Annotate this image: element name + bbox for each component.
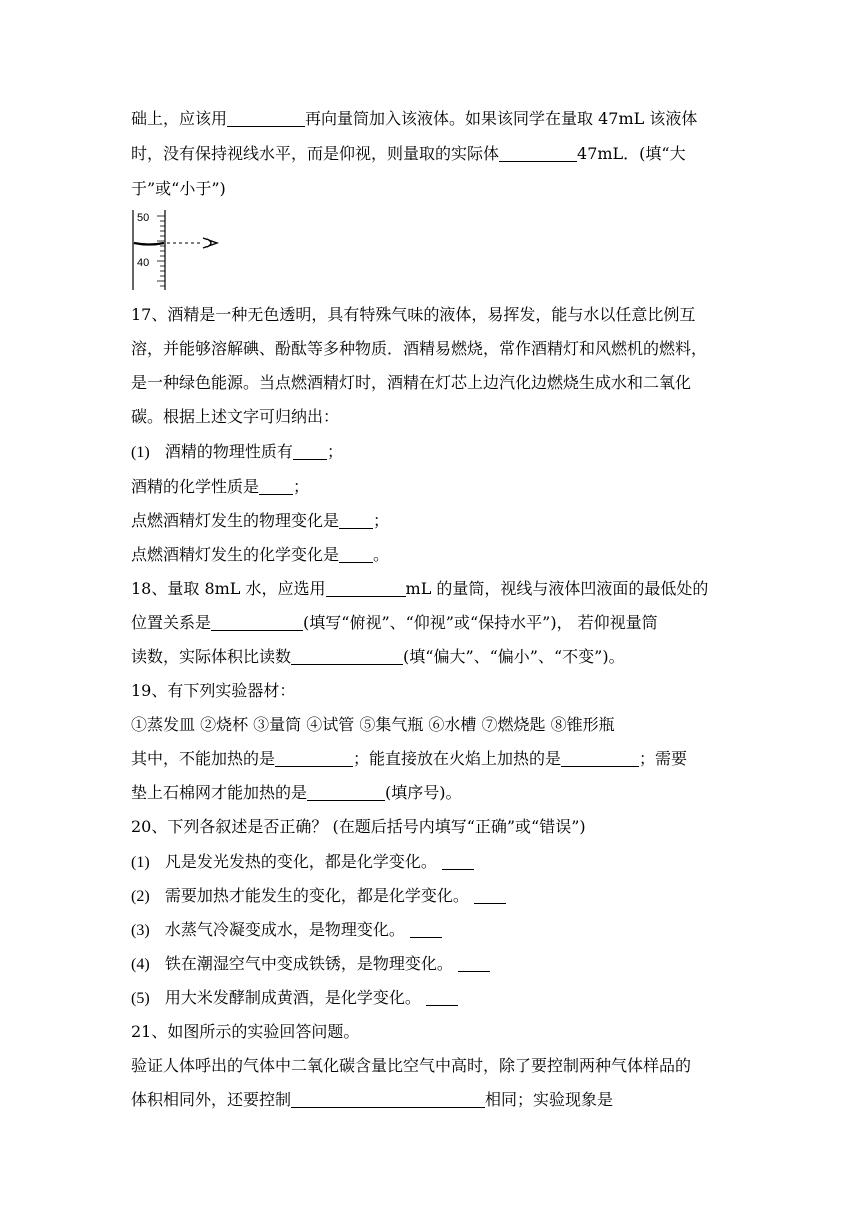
q17-item-2 (131, 476, 731, 498)
q17-item-1 (131, 441, 731, 464)
item-text: 凡是发光发热的变化，都是化学变化。 (164, 852, 437, 871)
q16-line-3: 于”或“小于”) (131, 179, 226, 198)
tick-label-40: 40 (137, 257, 150, 269)
item-number: (5) (131, 990, 150, 1007)
q17-line-4: 碳。根据上述文字可归纳出： (131, 407, 340, 426)
q16-line2-text-b: 47mL．(填“大 (577, 144, 686, 163)
q17-item-3 (131, 510, 731, 532)
q18-text-a: 18、量取 8mL 水，应选用 (131, 579, 326, 598)
q21-line-1: 21、如图所示的实验回答问题。 (131, 1022, 360, 1041)
answer-blank[interactable] (291, 1091, 485, 1108)
graduated-cylinder-figure (131, 208, 231, 292)
item-text: 酒精的物理性质有 (164, 442, 293, 461)
q19-text-a: 其中，不能加热的是 (131, 749, 276, 768)
q20-item-4 (131, 953, 731, 976)
item-punct: ； (373, 511, 390, 530)
answer-blank[interactable] (227, 110, 305, 127)
q20-line-1: 20、下列各叙述是否正确？ (在题后括号内填写“正确”或“错误”) (131, 817, 586, 836)
q18-text-b: (填写“俯视”、“仰视”或“保持水平”)， 若仰视量筒 (303, 613, 658, 632)
answer-blank[interactable] (291, 648, 403, 665)
q19-text-a: 垫上石棉网才能加热的是 (131, 783, 308, 802)
q21-line-2: 验证人体呼出的气体中二氧化碳含量比空气中高时，除了要控制两种气体样品的 (131, 1056, 692, 1075)
item-number: (1) (131, 444, 150, 461)
q17-line-3: 是一种绿色能源。当点燃酒精灯时，酒精在灯芯上边汽化边燃烧生成水和二氧化 (131, 373, 692, 392)
item-text: 点燃酒精灯发生的物理变化是 (131, 511, 340, 530)
answer-blank[interactable] (275, 750, 353, 767)
item-number: (2) (131, 888, 150, 905)
answer-blank[interactable] (426, 989, 458, 1006)
answer-blank[interactable] (293, 443, 327, 460)
q18-line-1 (131, 578, 731, 600)
answer-blank[interactable] (410, 921, 442, 938)
q16-line1-text-b: 再向量筒加入该液体。如果该同学在量取 47mL 该液体 (305, 109, 698, 128)
item-text: 点燃酒精灯发生的化学变化是 (131, 545, 340, 564)
q20-item-3 (131, 919, 731, 942)
item-text: 铁在潮湿空气中变成铁锈，是物理变化。 (164, 954, 453, 973)
item-number: (1) (131, 854, 150, 871)
answer-blank[interactable] (259, 478, 293, 495)
answer-blank[interactable] (458, 955, 490, 972)
q16-line1-text-a: 础上，应该用 (131, 109, 228, 128)
q17-line-1: 17、酒精是一种无色透明，具有特殊气味的液体，易挥发，能与水以任意比例互 (131, 305, 696, 324)
q20-item-2 (131, 885, 731, 908)
q21-text-a: 体积相同外，还要控制 (131, 1090, 292, 1109)
q19-equipment-list: ①蒸发皿 ②烧杯 ③量筒 ④试管 ⑤集气瓶 ⑥水槽 ⑦燃烧匙 ⑧锥形瓶 (131, 715, 615, 734)
item-text: 需要加热才能发生的变化，都是化学变化。 (164, 886, 469, 905)
q18-text-b: mL 的量筒，视线与液体凹液面的最低处的 (405, 579, 709, 598)
q16-line2-text-a: 时，没有保持视线水平，而是仰视，则量取的实际体 (131, 144, 500, 163)
q17-line-2: 溶，并能够溶解碘、酚酞等多种物质．酒精易燃烧，常作酒精灯和风燃机的燃料， (131, 339, 708, 358)
answer-blank[interactable] (339, 512, 373, 529)
q20-item-1 (131, 851, 731, 874)
cylinder-eye-diagram (131, 208, 231, 292)
answer-blank[interactable] (474, 887, 506, 904)
q18-line-3 (131, 646, 731, 668)
q20-item-5 (131, 987, 731, 1010)
q21-text-b: 相同；实验现象是 (485, 1090, 614, 1109)
answer-blank[interactable] (499, 145, 577, 162)
answer-blank[interactable] (339, 546, 373, 563)
item-number: (4) (131, 956, 150, 973)
item-text: 酒精的化学性质是 (131, 477, 260, 496)
answer-blank[interactable] (442, 853, 474, 870)
q21-line-3 (131, 1089, 731, 1111)
item-number: (3) (131, 922, 150, 939)
q19-text-b: (填序号)。 (385, 783, 462, 802)
q18-text-a: 位置关系是 (131, 613, 212, 632)
eye-icon (203, 238, 217, 248)
item-text: 用大米发酵制成黄酒，是化学变化。 (164, 988, 421, 1007)
answer-blank[interactable] (561, 750, 639, 767)
tick-label-50: 50 (137, 212, 150, 224)
q18-text-a: 读数，实际体积比读数 (131, 647, 292, 666)
q18-line-2 (131, 612, 731, 634)
item-text: 水蒸气冷凝变成水，是物理变化。 (164, 920, 405, 939)
q17-item-4 (131, 544, 731, 566)
answer-blank[interactable] (326, 580, 406, 597)
answer-blank[interactable] (211, 614, 303, 631)
q19-line-1: 19、有下列实验器材： (131, 681, 296, 700)
item-punct: 。 (373, 545, 390, 564)
item-punct: ； (293, 477, 310, 496)
q18-text-b: (填“偏大”、“偏小”、“不变”)。 (403, 647, 625, 666)
q19-line-3 (131, 748, 731, 770)
answer-blank[interactable] (307, 784, 385, 801)
q16-line-2 (131, 143, 731, 165)
item-punct: ； (326, 442, 343, 461)
q19-text-c: ；需要 (639, 749, 688, 768)
q16-line-1 (131, 108, 731, 130)
q19-line-4 (131, 782, 731, 804)
q19-text-b: ；能直接放在火焰上加热的是 (353, 749, 562, 768)
